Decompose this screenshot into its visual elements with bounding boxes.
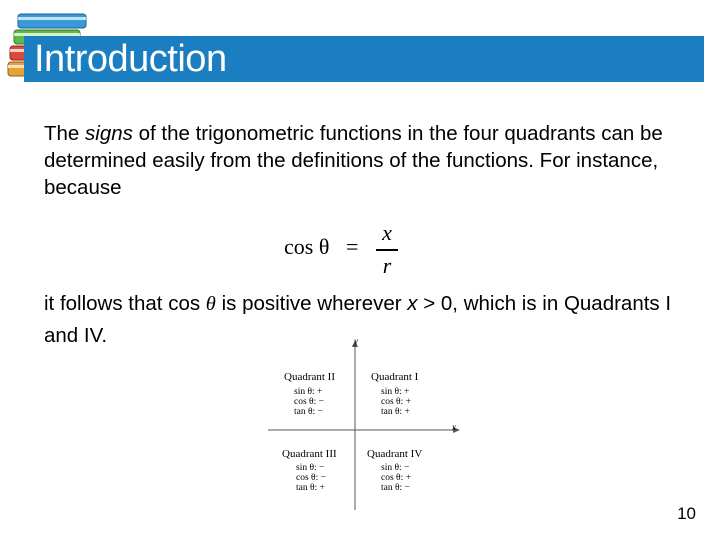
axes xyxy=(260,336,470,514)
quadrant-iii-tan: tan θ: + xyxy=(296,483,325,493)
quadrant-i-title: Quadrant I xyxy=(371,371,419,383)
cosine-formula xyxy=(284,220,404,280)
quadrant-iii-title: Quadrant III xyxy=(282,448,337,460)
quadrant-diagram xyxy=(260,336,470,514)
quadrant-ii-sin: sin θ: + xyxy=(294,387,323,397)
paragraph-intro-text xyxy=(44,120,684,201)
x-axis-label: x xyxy=(452,422,456,432)
text-segment: of the trigonometric functions in the four quadrants can be determined easily from the definitions of the functions. For instance, because xyxy=(44,122,663,199)
formula-numerator: x xyxy=(382,220,392,245)
variable-x: x xyxy=(407,292,418,315)
quadrant-iv-title: Quadrant IV xyxy=(367,448,423,460)
fraction-bar xyxy=(376,249,398,251)
formula-denominator: r xyxy=(382,253,392,278)
slide-title: Introduction xyxy=(34,38,227,80)
text-segment: > 0, which is in Quadrants I and IV. xyxy=(44,292,672,347)
text-segment: The xyxy=(44,122,86,145)
y-axis-label: y xyxy=(354,336,358,346)
text-segment: is positive wherever xyxy=(215,292,408,315)
emphasis-signs: signs xyxy=(85,122,133,145)
quadrant-ii-cos: cos θ: − xyxy=(294,397,324,407)
quadrant-iv-tan: tan θ: − xyxy=(381,483,410,493)
quadrant-iv-cos: cos θ: + xyxy=(381,473,411,483)
page-number: 10 xyxy=(677,504,696,523)
formula-equals: = xyxy=(346,234,359,259)
quadrant-i-cos: cos θ: + xyxy=(381,397,411,407)
text-segment: it follows that cos xyxy=(44,292,206,315)
quadrant-ii-title: Quadrant II xyxy=(284,371,336,383)
theta-symbol: θ xyxy=(205,293,216,315)
quadrant-i-sin: sin θ: + xyxy=(381,387,410,397)
paragraph-intro xyxy=(44,120,684,201)
formula-left: cos θ xyxy=(284,234,330,259)
quadrant-iii-cos: cos θ: − xyxy=(296,473,326,483)
quadrant-iii-sin: sin θ: − xyxy=(296,463,325,473)
quadrant-iv-sin: sin θ: − xyxy=(381,463,410,473)
quadrant-i-tan: tan θ: + xyxy=(381,407,410,417)
quadrant-ii-tan: tan θ: − xyxy=(294,407,323,417)
